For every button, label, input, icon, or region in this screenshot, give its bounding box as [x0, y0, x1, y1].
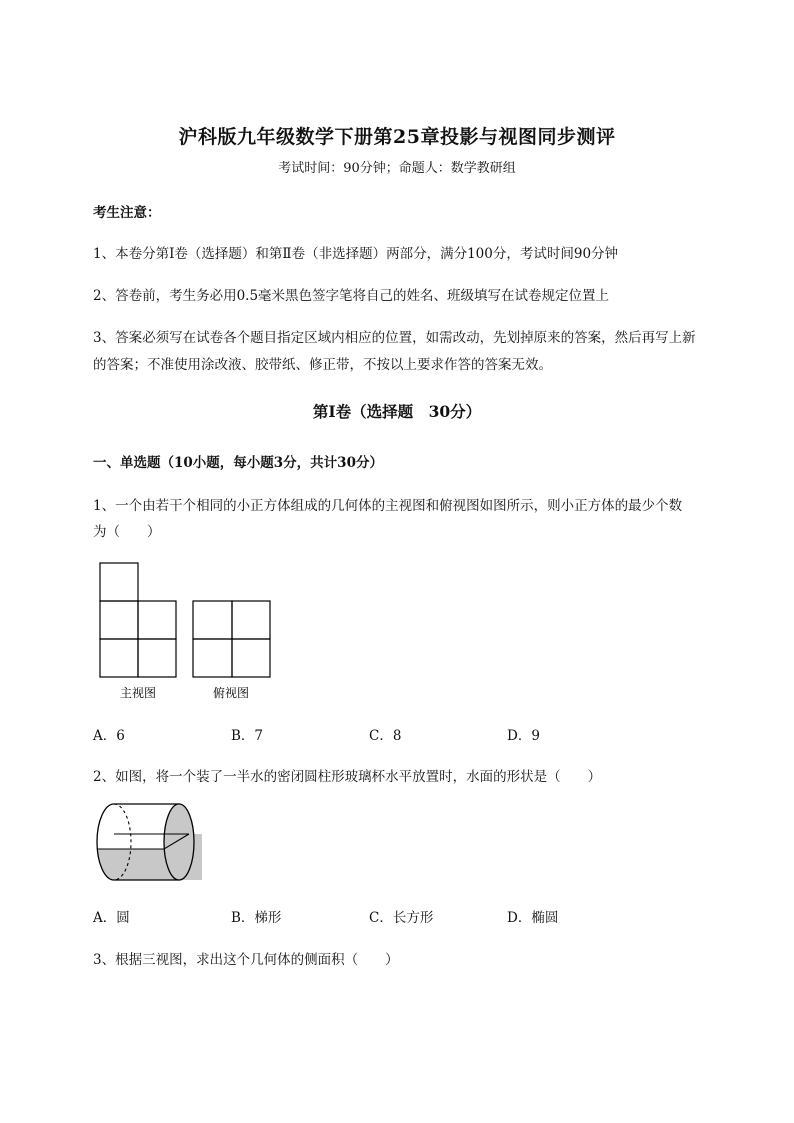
q1-option-a[interactable]: A．6 [93, 728, 125, 744]
question-3-text: 3、根据三视图，求出这个几何体的侧面积（ ） [93, 952, 399, 968]
question-1-figure [95, 558, 280, 708]
front-view-grid [100, 563, 176, 677]
notice-item: 2、答卷前，考生务必用0.5毫米黑色签字笔将自己的姓名、班级填写在试卷规定位置上 [93, 288, 610, 304]
question-2-text: 2、如图，将一个装了一半水的密闭圆柱形玻璃杯水平放置时，水面的形状是（ ） [93, 769, 602, 785]
q2-option-b[interactable]: B．梯形 [231, 910, 282, 926]
notice-item: 3、答案必须写在试卷各个题目指定区域内相应的位置，如需改动，先划掉原来的答案，然后再写上新 [93, 330, 696, 346]
top-view-grid [193, 601, 270, 677]
q2-option-a[interactable]: A．圆 [93, 910, 130, 926]
q2-option-c[interactable]: C．长方形 [369, 910, 434, 926]
page-subtitle: 考试时间：90分钟；命题人：数学教研组 [278, 161, 516, 176]
section-title: 第I卷（选择题 30分） [312, 402, 482, 421]
cylinder-figure [92, 800, 202, 890]
q1-option-c[interactable]: C．8 [369, 728, 402, 744]
q1-option-d[interactable]: D．9 [507, 728, 540, 744]
page-title: 沪科版九年级数学下册第25章投影与视图同步测评 [178, 126, 616, 148]
notice-heading: 考生注意： [93, 205, 161, 221]
part-title: 一、单选题（10小题，每小题3分，共计30分） [93, 455, 383, 471]
q1-option-b[interactable]: B．7 [231, 728, 264, 744]
top-view-label: 俯视图 [212, 686, 250, 700]
q2-option-d[interactable]: D．椭圆 [507, 910, 559, 926]
question-1-text: 1、一个由若干个相同的小正方体组成的几何体的主视图和俯视图如图所示，则小正方体的最少个数 [93, 498, 683, 514]
notice-item: 1、本卷分第I卷（选择题）和第Ⅱ卷（非选择题）两部分，满分100分，考试时间90分钟 [93, 246, 619, 262]
question-1-text-cont: 为（ ） [93, 524, 161, 540]
front-view-label: 主视图 [119, 686, 157, 700]
notice-item: 的答案；不准使用涂改液、胶带纸、修正带，不按以上要求作答的答案无效。 [93, 357, 552, 373]
